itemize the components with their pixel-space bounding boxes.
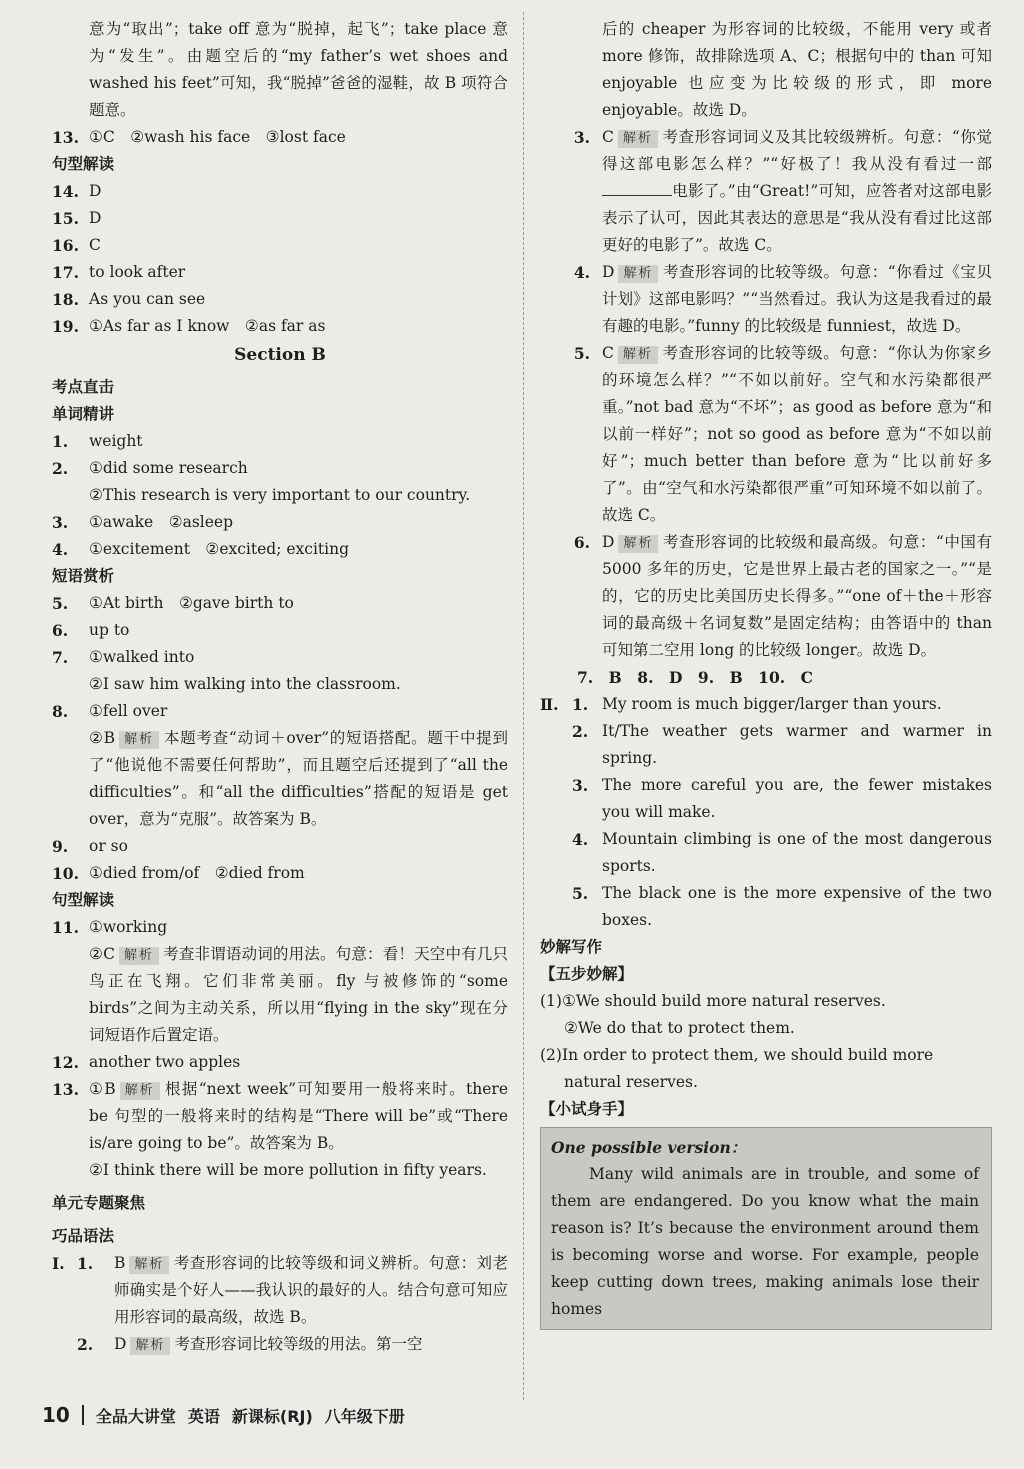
section-heading: 巧品语法 — [52, 1227, 115, 1245]
answer-18: 18. As you can see — [52, 290, 206, 309]
analysis-tag: 解析 — [618, 265, 658, 283]
analysis-tag: 解析 — [120, 1082, 160, 1100]
section-heading: 考点直击 — [52, 378, 115, 396]
analysis-tag: 解析 — [130, 1337, 170, 1355]
answer-15: 15. D — [52, 209, 102, 228]
page-number: 10 — [42, 1403, 70, 1427]
word-3: 3. ①awake ②asleep — [52, 513, 234, 532]
section-heading: 【五步妙解】 — [540, 965, 634, 983]
phrase-6: 6. up to — [52, 621, 130, 640]
grammar-3: 3. C 解析 考查形容词词义及其比较级辨析。句意：“你觉得这部电影怎么样？”“好极了！我从没有看过一部电影了。”由“Great!”可知，应答者对这部电影表示了认可，因此其表达的意思是“我从没有看过比这部更好的电影了”。故选 C。 — [573, 128, 992, 254]
section-b-title: Section B — [234, 345, 326, 365]
left-column — [52, 16, 508, 1358]
section-heading: 妙解写作 — [540, 938, 603, 956]
phrase-8b: ②B 解析 本题考查“动词＋over”的短语搭配。题干中提到了“他说他不需要任何帮助”，而且题空后还提到了“all the difficulties”。和“all the difficulties”搭配的短语是 get over，意为“克服”。故答案为 B。 — [89, 729, 508, 828]
right-column — [540, 16, 992, 1330]
word-2: 2. ①did some research — [52, 459, 248, 478]
section-heading: 句型解读 — [52, 155, 115, 173]
grammar-2: 2. D 解析 考查形容词比较等级的用法。第一空 — [77, 1335, 423, 1354]
section-heading: 单元专题聚焦 — [52, 1194, 146, 1212]
brand-name: 全品大讲堂 — [95, 1406, 176, 1426]
sentence-11: 11. ①working — [52, 918, 168, 937]
translation-1: Ⅱ. 1. My room is much bigger/larger than yours. — [540, 695, 942, 714]
blank-line — [602, 181, 672, 196]
answer-13: 13. ①C ②wash his face ③lost face — [52, 128, 346, 147]
sentence-13b: ②I think there will be more pollution in fifty years. — [89, 1161, 487, 1179]
phrase-10: 10. ①died from/of ②died from — [52, 864, 305, 883]
writing-step-1b: ②We do that to protect them. — [564, 1019, 795, 1037]
writing-step-1: (1)①We should build more natural reserves. — [540, 992, 886, 1010]
grammar-7-10: 7. B 8. D 9. B 10. C — [577, 668, 813, 687]
version-label: One possible version： — [551, 1138, 747, 1157]
analysis-tag: 解析 — [129, 1256, 169, 1274]
answer-text: 后的 cheaper 为形容词的比较级，不能用 very 或者 more 修饰，故排除选项 A、C；根据句中的 than 可知 enjoyable 也应变为比较级的形式，即 more enjoyable。故选 D。 — [602, 20, 992, 119]
phrase-8: 8. ①fell over — [52, 702, 168, 721]
answer-19: 19. ①As far as I know ②as far as — [52, 317, 326, 336]
word-2b: ②This research is very important to our country. — [89, 486, 471, 504]
phrase-5: 5. ①At birth ②gave birth to — [52, 594, 294, 613]
writing-step-2: (2)In order to protect them, we should build more natural reserves. — [540, 1046, 934, 1091]
answer-17: 17. to look after — [52, 263, 186, 282]
grammar-1: Ⅰ. 1. B 解析 考查形容词的比较等级和词义辨析。句意：刘老师确实是个好人——我认识的最好的人。结合句意可知应用形容词的最高级，故选 B。 — [52, 1254, 508, 1326]
answer-14: 14. D — [52, 182, 102, 201]
translation-3: 3. The more careful you are, the fewer mistakes you will make. — [572, 776, 992, 821]
essay-text: Many wild animals are in trouble, and some of them are endangered. Do you know what the main reason is? It’s because the environment around them is becoming worse and worse. For example, people keep cutting down trees, making animals lose their homes — [551, 1165, 979, 1318]
grammar-6: 6. D 解析 考查形容词的比较级和最高级。句意：“中国有 5000 多年的历史，它是世界上最古老的国家之一。”“是的，它的历史比美国历史长得多。”“one of＋the＋形容词的最高级＋名词复数”是固定结构；由答语中的 than 可知第二空用 long 的比较级 longer。故选 D。 — [573, 533, 992, 659]
subject: 英语 — [187, 1406, 220, 1426]
grammar-5: 5. C 解析 考查形容词的比较等级。句意：“你认为你家乡的环境怎么样？”“不如以前好。空气和水污染都很严重。”not bad 意为“不坏”；as good as before 意为“和以前一样好”；not so good as before 意为“不如以前好”；much better than before 意为“比以前好多了”。由“空气和水污染都很严重”可知环境不如以前了。故选 C。 — [573, 344, 992, 524]
phrase-9: 9. or so — [52, 837, 128, 856]
analysis-tag: 解析 — [119, 947, 159, 965]
column-divider — [523, 12, 524, 1400]
edition: 新课标(RJ) — [231, 1406, 313, 1426]
sample-essay-box — [540, 1127, 992, 1330]
word-1: 1. weight — [52, 432, 143, 451]
section-heading: 句型解读 — [52, 891, 115, 909]
sentence-11b: ②C 解析 考查非谓语动词的用法。句意：看！天空中有几只鸟正在飞翔。它们非常美丽。fly 与被修饰的“some birds”之间为主动关系，所以用“flying in the sky”现在分词短语作后置定语。 — [89, 945, 508, 1044]
analysis-tag: 解析 — [618, 130, 658, 148]
translation-4: 4. Mountain climbing is one of the most dangerous sports. — [572, 830, 992, 875]
analysis-tag: 解析 — [618, 535, 658, 553]
grade: 八年级下册 — [324, 1406, 405, 1426]
answer-16: 16. C — [52, 236, 101, 255]
footer-divider — [82, 1405, 84, 1425]
answer-text: 意为“取出”；take off 意为“脱掉，起飞”；take place 意为“发生”。由题空后的“my father’s wet shoes and washed his feet”可知，我“脱掉”爸爸的湿鞋，故 B 项符合题意。 — [89, 20, 508, 119]
phrase-7: 7. ①walked into — [52, 648, 195, 667]
translation-5: 5. The black one is the more expensive of the two boxes. — [572, 884, 992, 929]
section-heading: 【小试身手】 — [540, 1100, 634, 1118]
section-heading: 单词精讲 — [52, 405, 115, 423]
analysis-tag: 解析 — [119, 731, 159, 749]
word-4: 4. ①excitement ②excited; exciting — [52, 540, 349, 559]
sentence-12: 12. another two apples — [52, 1053, 241, 1072]
translation-2: 2. It/The weather gets warmer and warmer in spring. — [572, 722, 992, 767]
sentence-13: 13. ①B 解析 根据“next week”可知要用一般将来时。there be 句型的一般将来时的结构是“There will be”或“There is/are going to be”。故答案为 B。 — [52, 1080, 508, 1152]
analysis-tag: 解析 — [618, 346, 658, 364]
section-heading: 短语赏析 — [52, 567, 115, 585]
page-footer — [42, 1403, 405, 1427]
grammar-4: 4. D 解析 考查形容词的比较等级。句意：“你看过《宝贝计划》这部电影吗？”“当然看过。我认为这是我看过的最有趣的电影。”funny 的比较级是 funniest，故选 D。 — [573, 263, 992, 335]
phrase-7b: ②I saw him walking into the classroom. — [89, 675, 401, 693]
